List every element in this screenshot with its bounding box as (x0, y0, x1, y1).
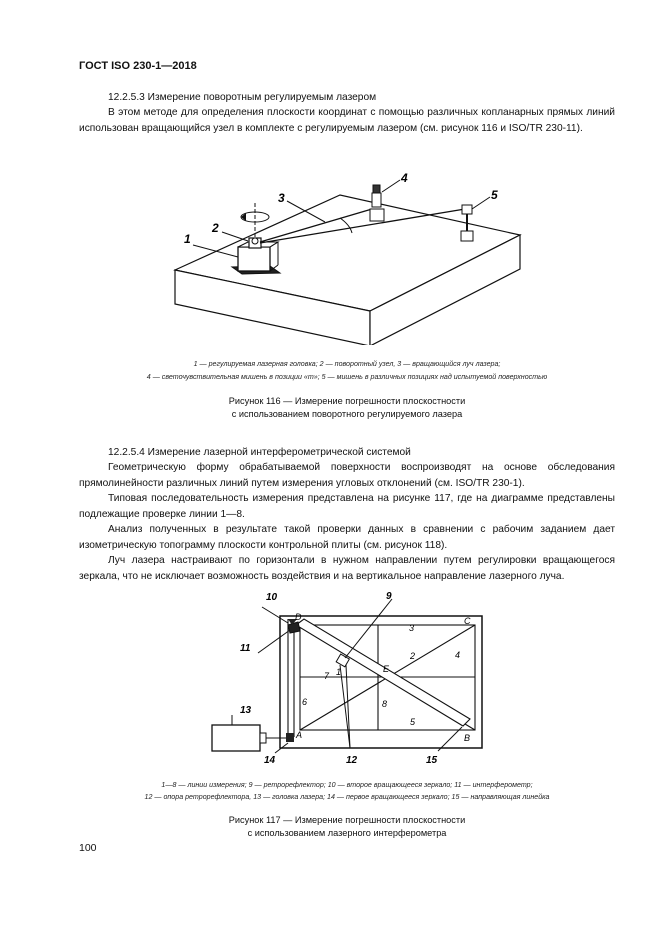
line-label-3: 3 (409, 623, 415, 633)
point-A: A (296, 730, 303, 740)
callout-12: 12 (346, 755, 358, 765)
figure-117-legend-line-2: 12 — опора ретрорефлектора, 13 — головка лазера; 14 — первое вращающееся зеркало; 15 — направляющая линейка (144, 793, 550, 801)
laser-head-body (238, 247, 270, 271)
figure-116-drawing (160, 165, 540, 345)
callout-13: 13 (240, 705, 252, 716)
point-B: B (464, 733, 471, 743)
callout-1: 1 (184, 232, 191, 246)
line-label-5: 5 (410, 717, 416, 727)
laser-head (212, 725, 260, 751)
line-label-6: 6 (302, 697, 308, 707)
callout-2-leader (222, 232, 248, 241)
callout-5: 5 (491, 188, 498, 202)
line-label-7: 7 (324, 671, 330, 681)
paragraph-rotating-laser: В этом методе для определения плоскости координат с помощью различных копланарных прямых линий использован вращающийся узел в комплекте с регулируемым лазером (см. рисунок 116 и ISO/TR 230-11). (79, 107, 615, 134)
figure-116-legend-line-1: 1 — регулируемая лазерная головка; 2 — поворотный узел, 3 — вращающийся луч лазера; (193, 360, 501, 368)
line-label-4: 4 (455, 650, 461, 660)
figure-117-caption-line-1: Рисунок 117 — Измерение погрешности плоскостности (228, 815, 466, 825)
paragraph-laser-beam: Луч лазера настраивают по горизонтали в нужном направлении путем регулировки вращающегося зеркала, что не исключает возможность воздействия и на вертикальное направление лазерного луча. (79, 555, 615, 582)
callout-15: 15 (426, 755, 438, 765)
first-mirror (286, 733, 294, 742)
point-D: D (295, 612, 302, 622)
figure-116-caption-line-1: Рисунок 116 — Измерение погрешности плоскостности (228, 396, 466, 406)
point-C: C (464, 616, 471, 626)
section-title-12-2-5-4: 12.2.5.4 Измерение лазерной интерферометрической системой (108, 447, 411, 458)
target-4 (370, 209, 384, 221)
point-E: E (383, 664, 390, 674)
line-label-8: 8 (382, 699, 388, 709)
paragraph-analysis: Анализ полученных в результате такой проверки данных в сравнении с рабочим заданием дает изометрическую топограмму плоскости контрольной плиты (см. рисунок 118). (79, 524, 615, 551)
line-label-1: 1 (336, 667, 342, 677)
callout-14: 14 (264, 755, 276, 765)
target-5 (461, 231, 473, 241)
callout-5-leader (472, 197, 490, 209)
page-number: 100 (79, 842, 97, 854)
section-title-12-2-5-3: 12.2.5.3 Измерение поворотным регулируемым лазером (108, 92, 377, 103)
figure-116-legend-line-2: 4 — светочувствительная мишень в позиции «m»; 5 — мишень в различных позициях над испытуемой поверхностью (146, 373, 548, 381)
document-header: ГОСТ ISO 230-1—2018 (79, 60, 197, 72)
callout-10-leader (262, 607, 288, 623)
callout-2: 2 (212, 221, 219, 235)
callout-9: 9 (386, 591, 392, 602)
line-label-2: 2 (410, 651, 416, 661)
figure-116-caption-line-2: с использованием поворотного регулируемого лазера (231, 409, 463, 419)
paragraph-typical-sequence: Типовая последовательность измерения представлена на рисунке 117, где на диаграмме представлены подлежащие проверке линии 1—8. (79, 493, 615, 520)
callout-4: 4 (401, 171, 408, 185)
figure-117-caption-line-2: с использованием лазерного интерферометра (247, 828, 447, 838)
callout-11: 11 (240, 643, 251, 654)
figure-117-legend-line-1: 1—8 — линии измерения; 9 — ретрорефлектор; 10 — второе вращающееся зеркало; 11 — интерферометр; (161, 781, 533, 789)
callout-3: 3 (278, 191, 285, 205)
figure-117-drawing (200, 585, 500, 765)
paragraph-geometric-form: Геометрическую форму обрабатываемой поверхности воспроизводят на основе обследования прямолинейности различных линий путем измерения угловых отклонений (см. ISO/TR 230-1). (79, 462, 615, 489)
callout-10: 10 (266, 592, 278, 603)
callout-4-leader (382, 180, 400, 192)
